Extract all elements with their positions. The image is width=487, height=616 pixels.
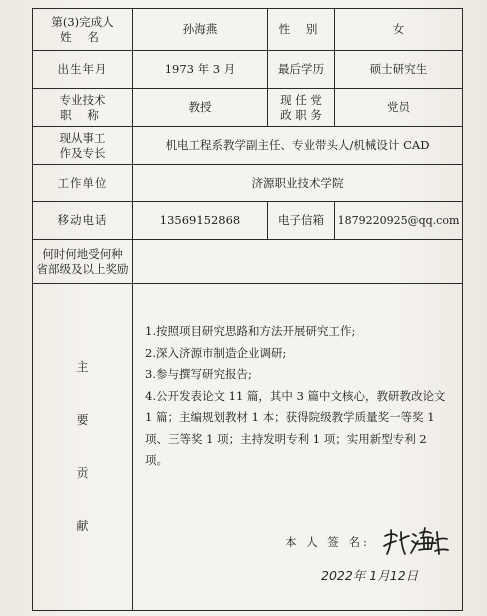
job-label: 现从事工 作及专长 [33,127,133,165]
contribution-item: 1.按照项目研究思路和方法开展研究工作; [145,324,356,338]
unit-row [33,165,463,202]
gender-label: 性 别 [268,9,335,51]
gender-value: 女 [335,9,463,51]
completer-info-form [32,8,463,611]
award-value [133,240,463,284]
phone-value: 13569152868 [133,202,268,240]
contribution-list [145,321,450,472]
birth-row [33,51,463,89]
phone-label: 移动电话 [33,202,133,240]
title-row [33,89,463,127]
contribution-item: 2.深入济源市制造企业调研; [145,345,287,360]
award-row [33,240,463,284]
email-value: 1879220925@qq.com [335,202,463,240]
handwritten-signature [381,524,451,558]
birth-label: 出生年月 [33,51,133,89]
phone-row [33,202,463,240]
name-label: 第(3)完成人 姓 名 [33,9,133,51]
signature-date: 2022年 1月12日 [321,568,419,583]
education-value: 硕士研究生 [335,51,463,89]
signature-label: 本 人 签 名: [285,535,370,549]
name-value: 孙海燕 [133,9,268,51]
job-row [33,127,463,165]
party-position-value: 党员 [335,89,463,127]
work-unit-value: 济源职业技术学院 [133,165,463,202]
job-value: 机电工程系教学副主任、专业带头人/机械设计 CAD [133,127,463,165]
contribution-row [33,284,463,611]
contribution-label: 主 要 贡 献 [33,284,133,611]
title-label: 专业技术 职 称 [33,89,133,127]
name-row [33,9,463,51]
email-label: 电子信箱 [268,202,335,240]
title-value: 教授 [133,89,268,127]
party-position-label: 现 任 党 政 职 务 [268,89,335,127]
contribution-item: 4.公开发表论文 11 篇，其中 3 篇中文核心，教研教改论文 1 篇；主编规划教材 1 本；获得院级教学质量奖一等奖 1 项、三等奖 1 项；主持发明专利 1 项；实用新型专利 2 项。 [145,388,446,467]
work-unit-label: 工作单位 [33,165,133,202]
contribution-body [133,284,463,611]
contribution-item: 3.参与撰写研究报告; [145,367,252,381]
award-label: 何时何地受何种 省部级及以上奖励 [33,240,133,284]
birth-value: 1973 年 3 月 [133,51,268,89]
education-label: 最后学历 [268,51,335,89]
